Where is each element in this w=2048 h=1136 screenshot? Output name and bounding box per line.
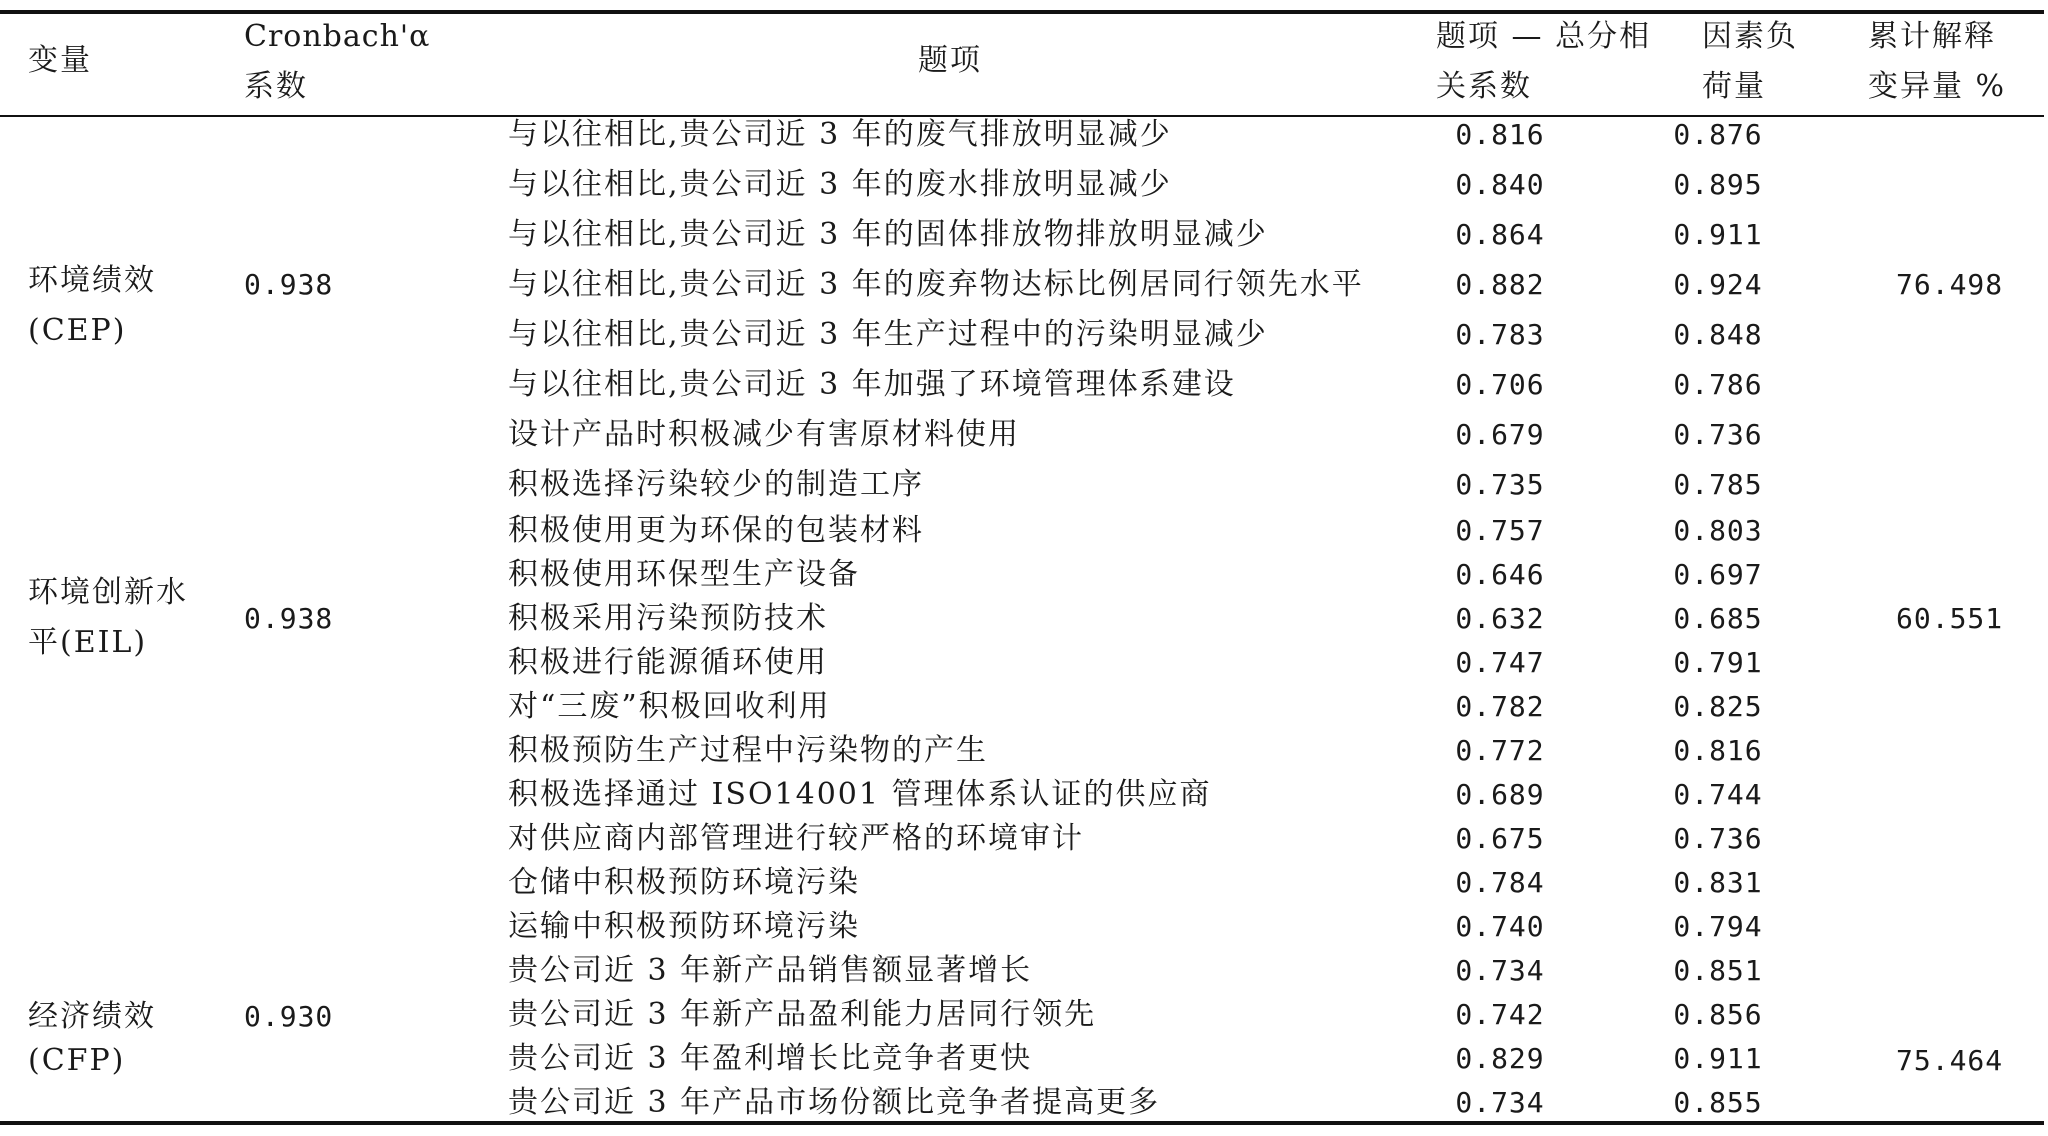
group-alpha: 0.938 xyxy=(244,602,334,635)
item-total-correlation: 0.679 xyxy=(1455,418,1545,451)
header-loading-line2: 荷量 xyxy=(1702,69,1766,104)
item-text: 积极使用环保型生产设备 xyxy=(508,557,860,592)
item-text: 对“三废”积极回收利用 xyxy=(508,689,831,724)
group-variance: 75.464 xyxy=(1896,1044,2004,1077)
group-name-line1: 环境创新水 xyxy=(28,575,188,610)
factor-loading: 0.895 xyxy=(1673,168,1763,201)
factor-loading: 0.803 xyxy=(1673,514,1763,547)
item-total-correlation: 0.632 xyxy=(1455,602,1545,635)
factor-loading: 0.791 xyxy=(1673,646,1763,679)
item-text: 仓储中积极预防环境污染 xyxy=(508,865,860,900)
item-text: 积极预防生产过程中污染物的产生 xyxy=(508,733,988,768)
item-text: 积极进行能源循环使用 xyxy=(508,645,828,680)
header-variance-line2: 变异量 % xyxy=(1868,69,2007,104)
item-text: 与以往相比,贵公司近 3 年加强了环境管理体系建设 xyxy=(508,367,1236,402)
factor-loading: 0.697 xyxy=(1673,558,1763,591)
header-variable: 变量 xyxy=(28,43,92,78)
item-text: 与以往相比,贵公司近 3 年生产过程中的污染明显减少 xyxy=(508,317,1268,352)
factor-loading: 0.911 xyxy=(1673,1042,1763,1075)
factor-loading: 0.744 xyxy=(1673,778,1763,811)
table-top-rule xyxy=(0,10,2044,14)
item-total-correlation: 0.706 xyxy=(1455,368,1545,401)
item-text: 贵公司近 3 年新产品盈利能力居同行领先 xyxy=(508,997,1097,1032)
factor-loading: 0.876 xyxy=(1673,118,1763,151)
item-total-correlation: 0.734 xyxy=(1455,954,1545,987)
item-total-correlation: 0.689 xyxy=(1455,778,1545,811)
header-variance-line1: 累计解释 xyxy=(1868,19,1996,54)
factor-loading: 0.736 xyxy=(1673,822,1763,855)
header-itc-line1: 题项 — 总分相 xyxy=(1436,19,1652,54)
item-total-correlation: 0.675 xyxy=(1455,822,1545,855)
group-variance: 60.551 xyxy=(1896,602,2004,635)
item-total-correlation: 0.840 xyxy=(1455,168,1545,201)
item-text: 设计产品时积极减少有害原材料使用 xyxy=(508,417,1020,452)
group-name-line1: 环境绩效 xyxy=(28,263,156,298)
item-text: 贵公司近 3 年盈利增长比竞争者更快 xyxy=(508,1041,1033,1076)
group-name-line2: 平(EIL) xyxy=(28,625,148,660)
factor-loading: 0.816 xyxy=(1673,734,1763,767)
item-total-correlation: 0.772 xyxy=(1455,734,1545,767)
group-variance: 76.498 xyxy=(1896,268,2004,301)
factor-loading: 0.851 xyxy=(1673,954,1763,987)
item-text: 对供应商内部管理进行较严格的环境审计 xyxy=(508,821,1084,856)
factor-loading: 0.736 xyxy=(1673,418,1763,451)
item-text: 积极采用污染预防技术 xyxy=(508,601,828,636)
factor-loading: 0.911 xyxy=(1673,218,1763,251)
group-alpha: 0.930 xyxy=(244,1000,334,1033)
header-itc-line2: 关系数 xyxy=(1436,69,1532,104)
item-text: 贵公司近 3 年产品市场份额比竞争者提高更多 xyxy=(508,1085,1161,1120)
item-text: 贵公司近 3 年新产品销售额显著增长 xyxy=(508,953,1033,988)
header-loading-line1: 因素负 xyxy=(1702,19,1798,54)
factor-loading: 0.924 xyxy=(1673,268,1763,301)
item-text: 积极选择通过 ISO14001 管理体系认证的供应商 xyxy=(508,777,1212,812)
item-text: 积极使用更为环保的包装材料 xyxy=(508,513,924,548)
item-total-correlation: 0.864 xyxy=(1455,218,1545,251)
group-name-line2: (CEP) xyxy=(28,313,127,348)
factor-loading: 0.825 xyxy=(1673,690,1763,723)
item-text: 与以往相比,贵公司近 3 年的废弃物达标比例居同行领先水平 xyxy=(508,267,1364,302)
item-text: 与以往相比,贵公司近 3 年的废气排放明显减少 xyxy=(508,117,1172,152)
group-alpha: 0.938 xyxy=(244,268,334,301)
item-total-correlation: 0.829 xyxy=(1455,1042,1545,1075)
item-text: 运输中积极预防环境污染 xyxy=(508,909,860,944)
header-cronbach-line1: Cronbach'α xyxy=(244,19,431,54)
factor-loading: 0.685 xyxy=(1673,602,1763,635)
item-total-correlation: 0.646 xyxy=(1455,558,1545,591)
item-total-correlation: 0.816 xyxy=(1455,118,1545,151)
item-total-correlation: 0.740 xyxy=(1455,910,1545,943)
group-name-line2: (CFP) xyxy=(28,1043,126,1078)
item-total-correlation: 0.734 xyxy=(1455,1086,1545,1119)
factor-loading: 0.848 xyxy=(1673,318,1763,351)
item-text: 与以往相比,贵公司近 3 年的固体排放物排放明显减少 xyxy=(508,217,1268,252)
item-total-correlation: 0.782 xyxy=(1455,690,1545,723)
factor-loading: 0.786 xyxy=(1673,368,1763,401)
item-total-correlation: 0.783 xyxy=(1455,318,1545,351)
item-text: 积极选择污染较少的制造工序 xyxy=(508,467,924,502)
factor-loading: 0.785 xyxy=(1673,468,1763,501)
item-total-correlation: 0.882 xyxy=(1455,268,1545,301)
item-total-correlation: 0.747 xyxy=(1455,646,1545,679)
factor-loading: 0.794 xyxy=(1673,910,1763,943)
item-total-correlation: 0.735 xyxy=(1455,468,1545,501)
item-total-correlation: 0.757 xyxy=(1455,514,1545,547)
item-total-correlation: 0.742 xyxy=(1455,998,1545,1031)
factor-loading: 0.855 xyxy=(1673,1086,1763,1119)
header-cronbach-line2: 系数 xyxy=(244,69,308,104)
item-total-correlation: 0.784 xyxy=(1455,866,1545,899)
group-name-line1: 经济绩效 xyxy=(28,999,156,1034)
factor-loading: 0.856 xyxy=(1673,998,1763,1031)
item-text: 与以往相比,贵公司近 3 年的废水排放明显减少 xyxy=(508,167,1172,202)
factor-loading: 0.831 xyxy=(1673,866,1763,899)
header-item: 题项 xyxy=(918,43,982,78)
